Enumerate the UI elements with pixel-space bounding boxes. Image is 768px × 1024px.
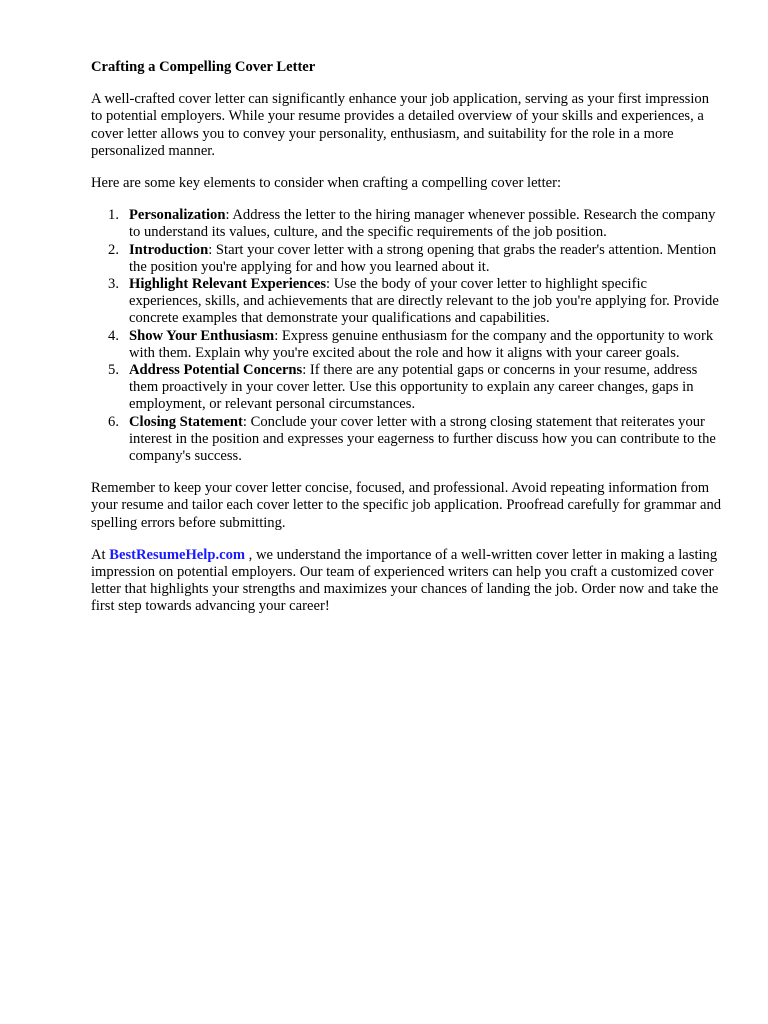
list-item <box>91 414 723 466</box>
list-item-number: 1. <box>108 207 119 224</box>
list-item-number: 4. <box>108 327 119 344</box>
list-item <box>91 328 723 362</box>
list-item-term: Closing Statement <box>129 413 243 430</box>
list-item-body <box>129 276 723 328</box>
key-elements-list <box>91 207 723 465</box>
list-lead-paragraph: Here are some key elements to consider when crafting a compelling cover letter: <box>91 175 562 192</box>
list-item <box>91 362 723 414</box>
list-item-text: : Use the body of your cover letter to highlight specific experiences, skills, and achievements that are directly relevant to the job you're applying for. Provide concrete examples that demonstrate your qualifications and capabilities. <box>129 276 719 327</box>
list-item-term: Highlight Relevant Experiences <box>129 276 327 293</box>
list-item-number: 3. <box>108 276 119 293</box>
list-item <box>91 242 723 276</box>
list-item-text: : Express genuine enthusiasm for the company and the opportunity to work with them. Explain why you're excited about the role and how it aligns with your career goals. <box>129 327 714 361</box>
intro-paragraph: A well-crafted cover letter can significantly enhance your job application, serving as your first impression to potential employers. While your resume provides a detailed overview of your skills and experiences, a cover letter allows you to convey your personality, enthusiasm, and suitability for the role in a more personalized manner. <box>91 91 710 159</box>
document-page <box>91 59 723 631</box>
list-item-body <box>129 207 723 241</box>
list-item-term: Introduction <box>129 241 209 258</box>
list-item-body <box>129 414 723 466</box>
bestresumehelp-link[interactable]: BestResumeHelp.com <box>109 546 246 563</box>
list-item-number: 6. <box>108 413 119 430</box>
list-item-text: : Start your cover letter with a strong opening that grabs the reader's attention. Mention the position you're applying for and how you learned about it. <box>129 241 717 275</box>
list-item <box>91 207 723 241</box>
list-item-body <box>129 242 723 276</box>
list-item-text: : Address the letter to the hiring manager whenever possible. Research the company to understand its values, culture, and the specific requirements of the job position. <box>129 207 716 241</box>
list-item-body <box>129 328 723 362</box>
list-item-term: Personalization <box>129 207 226 224</box>
closing-prefix: At <box>91 546 110 563</box>
list-item-term: Show Your Enthusiasm <box>129 327 275 344</box>
list-item-term: Address Potential Concerns <box>129 362 303 379</box>
list-item <box>91 276 723 328</box>
closing-text: , we understand the importance of a well-written cover letter in making a lasting impression on potential employers. Our team of experienced writers can help you craft a customized cover letter that highlights your strengths and maximizes your chances of landing the job. Order now and take the first step towards advancing your career! <box>91 546 719 615</box>
list-item-text: : If there are any potential gaps or concerns in your resume, address them proactively in your cover letter. Use this opportunity to explain any career changes, gaps in employment, or relevant personal circumstances. <box>129 362 698 413</box>
list-item-number: 5. <box>108 362 119 379</box>
closing-paragraph <box>91 547 723 616</box>
list-item-body <box>129 362 723 414</box>
list-item-text: : Conclude your cover letter with a strong closing statement that reiterates your interest in the position and expresses your eagerness to further discuss how you can contribute to the company's success. <box>129 413 716 465</box>
reminder-paragraph: Remember to keep your cover letter concise, focused, and professional. Avoid repeating information from your resume and tailor each cover letter to the specific job application. Proofread carefully for grammar and spelling errors before submitting. <box>91 480 722 531</box>
document-title: Crafting a Compelling Cover Letter <box>91 59 316 75</box>
list-item-number: 2. <box>108 241 119 258</box>
